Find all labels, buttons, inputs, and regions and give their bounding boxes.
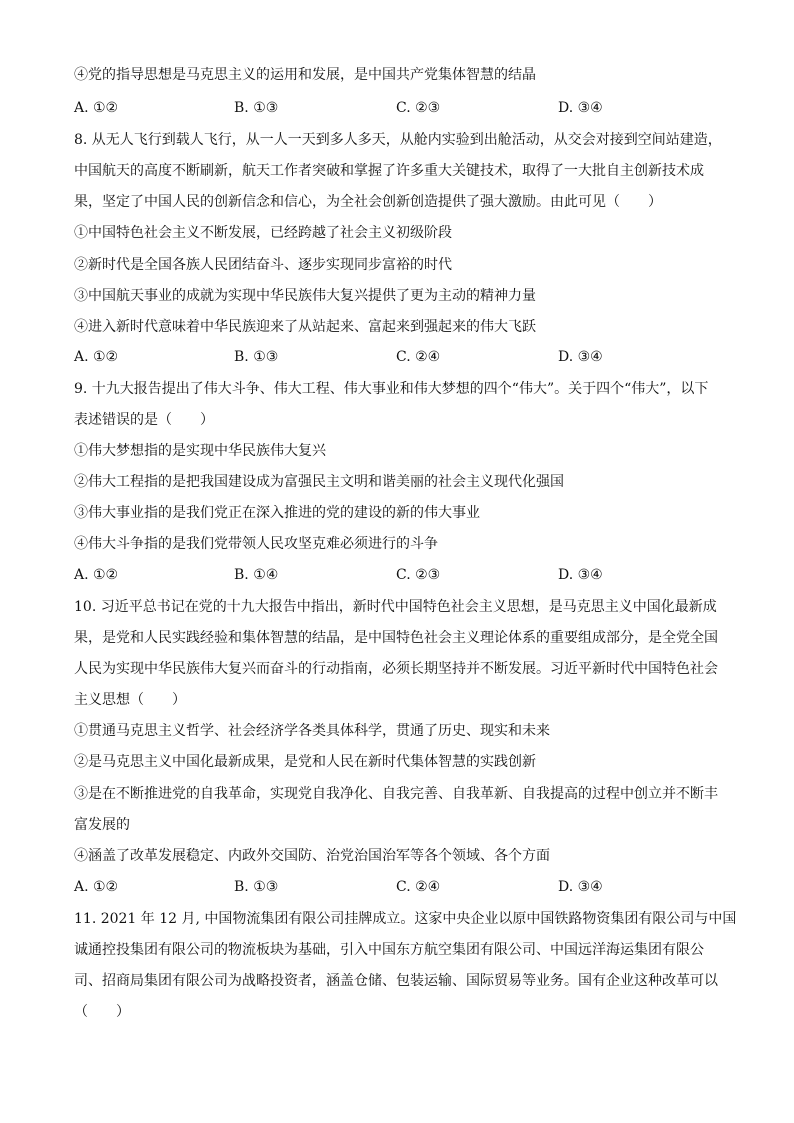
- q11-stem-line-4: （ ）: [74, 1004, 130, 1020]
- q9-stem-line-1: 9. 十九大报告提出了伟大斗争、伟大工程、伟大事业和伟大梦想的四个“伟大”。关于四个“伟大”，以下: [74, 381, 709, 397]
- q10-item-2: ②是马克思主义中国化最新成果，是党和人民在新时代集体智慧的实践创新: [74, 754, 536, 770]
- q8-item-3: ③中国航天事业的成就为实现中华民族伟大复兴提供了更为主动的精神力量: [74, 288, 536, 304]
- q10-option-a: A. ①②: [74, 879, 119, 895]
- q8-stem-line-2: 中国航天的高度不断刷新，航天工作者突破和掌握了许多重大关键技术，取得了一大批自主创新技术成: [74, 163, 704, 179]
- q11-stem-line-3: 司、招商局集团有限公司为战略投资者，涵盖仓储、包装运输、国际贸易等业务。国有企业这种改革可以: [74, 973, 718, 989]
- q10-options: [74, 878, 734, 896]
- q8-option-b: B. ①③: [234, 349, 279, 365]
- q10-option-d: D. ③④: [558, 879, 603, 895]
- q7-option-d: D. ③④: [558, 100, 603, 116]
- q8-option-d: D. ③④: [558, 349, 603, 365]
- q9-option-b: B. ①④: [234, 567, 279, 583]
- q9-item-2: ②伟大工程指的是把我国建设成为富强民主文明和谐美丽的社会主义现代化强国: [74, 474, 564, 490]
- q10-stem-line-2: 果，是党和人民实践经验和集体智慧的结晶，是中国特色社会主义理论体系的重要组成部分，是全党全国: [74, 630, 718, 646]
- q8-option-c: C. ②④: [396, 349, 441, 365]
- q7-option-a: A. ①②: [74, 100, 119, 116]
- q8-item-2: ②新时代是全国各族人民团结奋斗、逐步实现同步富裕的时代: [74, 257, 452, 273]
- q11-stem-line-2: 诚通控投集团有限公司的物流板块为基础，引入中国东方航空集团有限公司、中国远洋海运集团有限公: [74, 942, 704, 958]
- q10-stem-line-4: 主义思想（ ）: [74, 692, 186, 708]
- q9-stem-line-2: 表述错误的是（ ）: [74, 412, 214, 428]
- q10-option-c: C. ②④: [396, 879, 441, 895]
- q8-options: [74, 348, 734, 366]
- q8-stem-line-3: 果，坚定了中国人民的创新信念和信心，为全社会创新创造提供了强大激励。由此可见（ ）: [74, 194, 662, 210]
- q10-stem-line-1: 10. 习近平总书记在党的十九大报告中指出，新时代中国特色社会主义思想，是马克思主义中国化最新成: [74, 599, 717, 615]
- q9-item-4: ④伟大斗争指的是我们党带领人民攻坚克难必须进行的斗争: [74, 536, 438, 552]
- q9-item-1: ①伟大梦想指的是实现中华民族伟大复兴: [74, 443, 326, 459]
- q9-item-3: ③伟大事业指的是我们党正在深入推进的党的建设的新的伟大事业: [74, 505, 480, 521]
- q9-option-a: A. ①②: [74, 567, 119, 583]
- q9-options: [74, 566, 734, 584]
- q10-item-3-line-2: 富发展的: [74, 817, 130, 833]
- q8-item-1: ①中国特色社会主义不断发展，已经跨越了社会主义初级阶段: [74, 225, 452, 241]
- q8-option-a: A. ①②: [74, 349, 119, 365]
- q8-item-4: ④进入新时代意味着中华民族迎来了从站起来、富起来到强起来的伟大飞跃: [74, 319, 536, 335]
- q9-option-c: C. ②③: [396, 567, 441, 583]
- q7-options: [74, 99, 734, 117]
- q8-stem-line-1: 8. 从无人飞行到载人飞行，从一人一天到多人多天，从舱内实验到出舱活动，从交会对接到空间站建造，: [74, 132, 722, 148]
- q7-option-c: C. ②③: [396, 100, 441, 116]
- q10-stem-line-3: 人民为实现中华民族伟大复兴而奋斗的行动指南，必须长期坚持并不断发展。习近平新时代中国特色社会: [74, 661, 718, 677]
- q9-option-d: D. ③④: [558, 567, 603, 583]
- q10-item-4: ④涵盖了改革发展稳定、内政外交国防、治党治国治军等各个领域、各个方面: [74, 848, 550, 864]
- q10-item-3-line-1: ③是在不断推进党的自我革命，实现党自我净化、自我完善、自我革新、自我提高的过程中创立并不断丰: [74, 786, 718, 802]
- q10-option-b: B. ①③: [234, 879, 279, 895]
- q7-option-b: B. ①③: [234, 100, 279, 116]
- q7-item-4: ④党的指导思想是马克思主义的运用和发展，是中国共产党集体智慧的结晶: [74, 67, 536, 83]
- q10-item-1: ①贯通马克思主义哲学、社会经济学各类具体科学，贯通了历史、现实和未来: [74, 723, 550, 739]
- q11-stem-line-1: 11. 2021 年 12 月, 中国物流集团有限公司挂牌成立。这家中央企业以原中国铁路物资集团有限公司与中国: [74, 911, 737, 927]
